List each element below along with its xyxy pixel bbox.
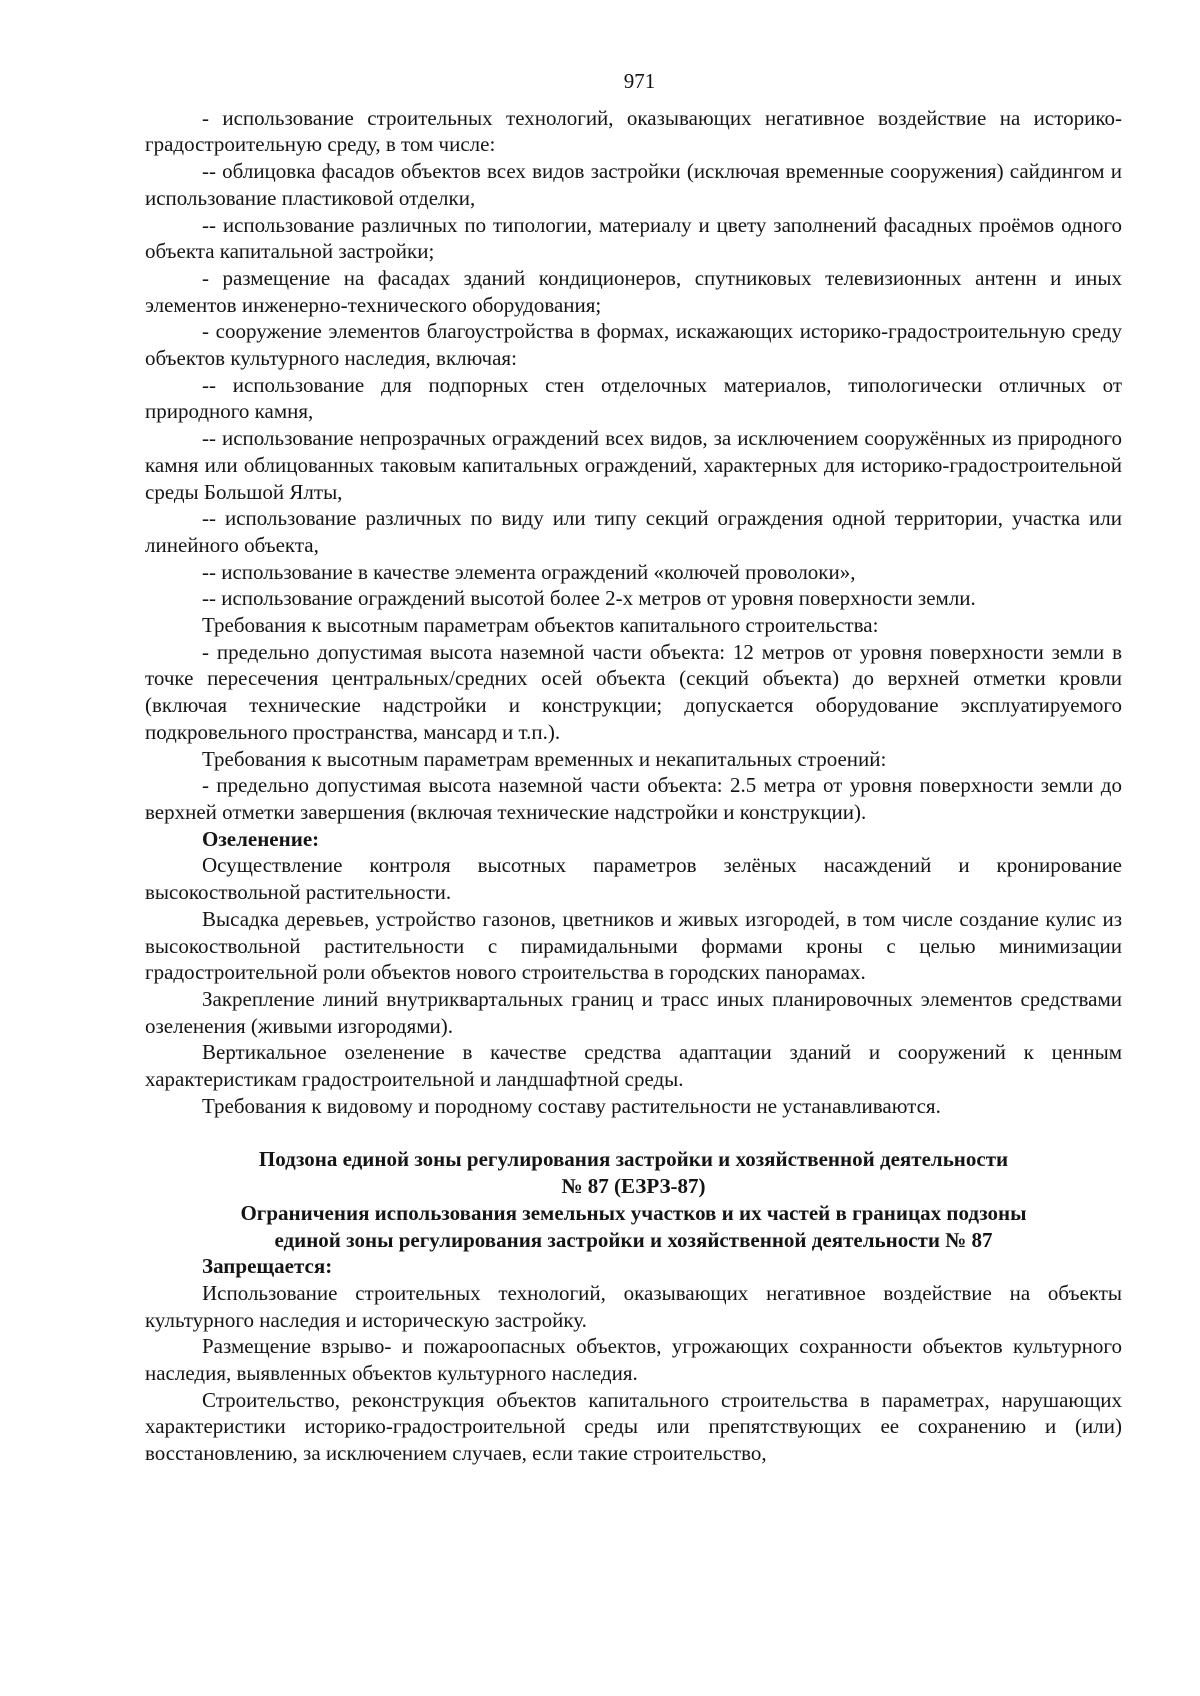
paragraph: -- облицовка фасадов объектов всех видов застройки (исключая временные сооружения) сайдингом и использование пластиковой отделки,	[145, 159, 1122, 210]
restrictions-title-line: единой зоны регулирования застройки и хозяйственной деятельности № 87	[274, 1227, 993, 1252]
paragraph: Осуществление контроля высотных параметров зелёных насаждений и кронирование высокоствольной растительности.	[145, 853, 1122, 905]
prohibited-heading: Запрещается:	[202, 1254, 333, 1279]
paragraph: Строительство, реконструкция объектов капитального строительства в параметрах, нарушающих характеристики историко-градостроительной среды или препятствующих ее сохранению и (или) восстановлению, за исключением случаев, если такие строительство,	[145, 1387, 1122, 1466]
paragraph: - сооружение элементов благоустройства в формах, искажающих историко-градостроительную среду объектов культурного наследия, включая:	[145, 319, 1122, 371]
paragraph: - размещение на фасадах зданий кондиционеров, спутниковых телевизионных антенн и иных элементов инженерно-технического оборудования;	[145, 265, 1122, 317]
subzone-title-line: № 87 (ЕЗРЗ-87)	[561, 1174, 706, 1199]
paragraph: -- использование для подпорных стен отделочных материалов, типологически отличных от природного камня,	[145, 372, 1122, 424]
paragraph: -- использование различных по виду или типу секций ограждения одной территории, участка или линейного объекта,	[145, 506, 1122, 557]
paragraph: -- использование ограждений высотой более 2-х метров от уровня поверхности земли.	[202, 586, 976, 611]
greening-heading: Озеленение:	[202, 826, 320, 851]
paragraph: Закрепление линий внутриквартальных границ и трасс иных планировочных элементов средствами озеленения (живыми изгородями).	[145, 986, 1122, 1038]
paragraph: -- использование различных по типологии, материалу и цвету заполнений фасадных проёмов одного объекта капитальной застройки;	[145, 212, 1122, 264]
paragraph: -- использование в качестве элемента ограждений «колючей проволоки»,	[202, 559, 856, 584]
paragraph: -- использование непрозрачных ограждений всех видов, за исключением сооружённых из природного камня или облицованных таковым капитальных ограждений, характерных для историко-градостроительной среды Большой Ялты,	[145, 426, 1122, 504]
paragraph: - предельно допустимая высота наземной части объекта: 2.5 метра от уровня поверхности земли до верхней отметки завершения (включая технические надстройки и конструкции).	[145, 773, 1122, 824]
paragraph: - использование строительных технологий, оказывающих негативное воздействие на историко-градостроительную среду, в том числе:	[145, 105, 1122, 157]
subzone-title-line: Подзона единой зоны регулирования застройки и хозяйственной деятельности	[258, 1147, 1009, 1172]
paragraph: Требования к высотным параметрам объектов капитального строительства:	[202, 613, 879, 638]
paragraph: Использование строительных технологий, оказывающих негативное воздействие на объекты культурного наследия и историческую застройку.	[145, 1280, 1122, 1332]
paragraph: - предельно допустимая высота наземной части объекта: 12 метров от уровня поверхности земли в точке пересечения центральных/средних осей объекта (секций объекта) до верхней отметки кровли (включая технические надстройки и конструкции; допускается оборудование эксплуатируемого подкровельного пространства, мансард и т.п.).	[145, 639, 1122, 744]
paragraph: Требования к высотным параметрам временных и некапитальных строений:	[202, 746, 887, 771]
restrictions-title-line: Ограничения использования земельных участков и их частей в границах подзоны	[240, 1200, 1027, 1225]
page-number: 971	[623, 69, 656, 93]
paragraph: Вертикальное озеленение в качестве средства адаптации зданий и сооружений к ценным характеристикам градостроительной и ландшафтной среды.	[145, 1040, 1122, 1092]
paragraph: Размещение взрыво- и пожароопасных объектов, угрожающих сохранности объектов культурного наследия, выявленных объектов культурного наследия.	[145, 1334, 1122, 1386]
subzone-title	[145, 1146, 1122, 1199]
paragraph: Высадка деревьев, устройство газонов, цветников и живых изгородей, в том числе создание кулис из высокоствольной растительности с пирамидальными формами кроны с целью минимизации градостроительной роли объектов нового строительства в городских панорамах.	[145, 906, 1122, 985]
paragraph: Требования к видовому и породному составу растительности не устанавливаются.	[202, 1093, 941, 1118]
restrictions-title	[145, 1200, 1122, 1253]
